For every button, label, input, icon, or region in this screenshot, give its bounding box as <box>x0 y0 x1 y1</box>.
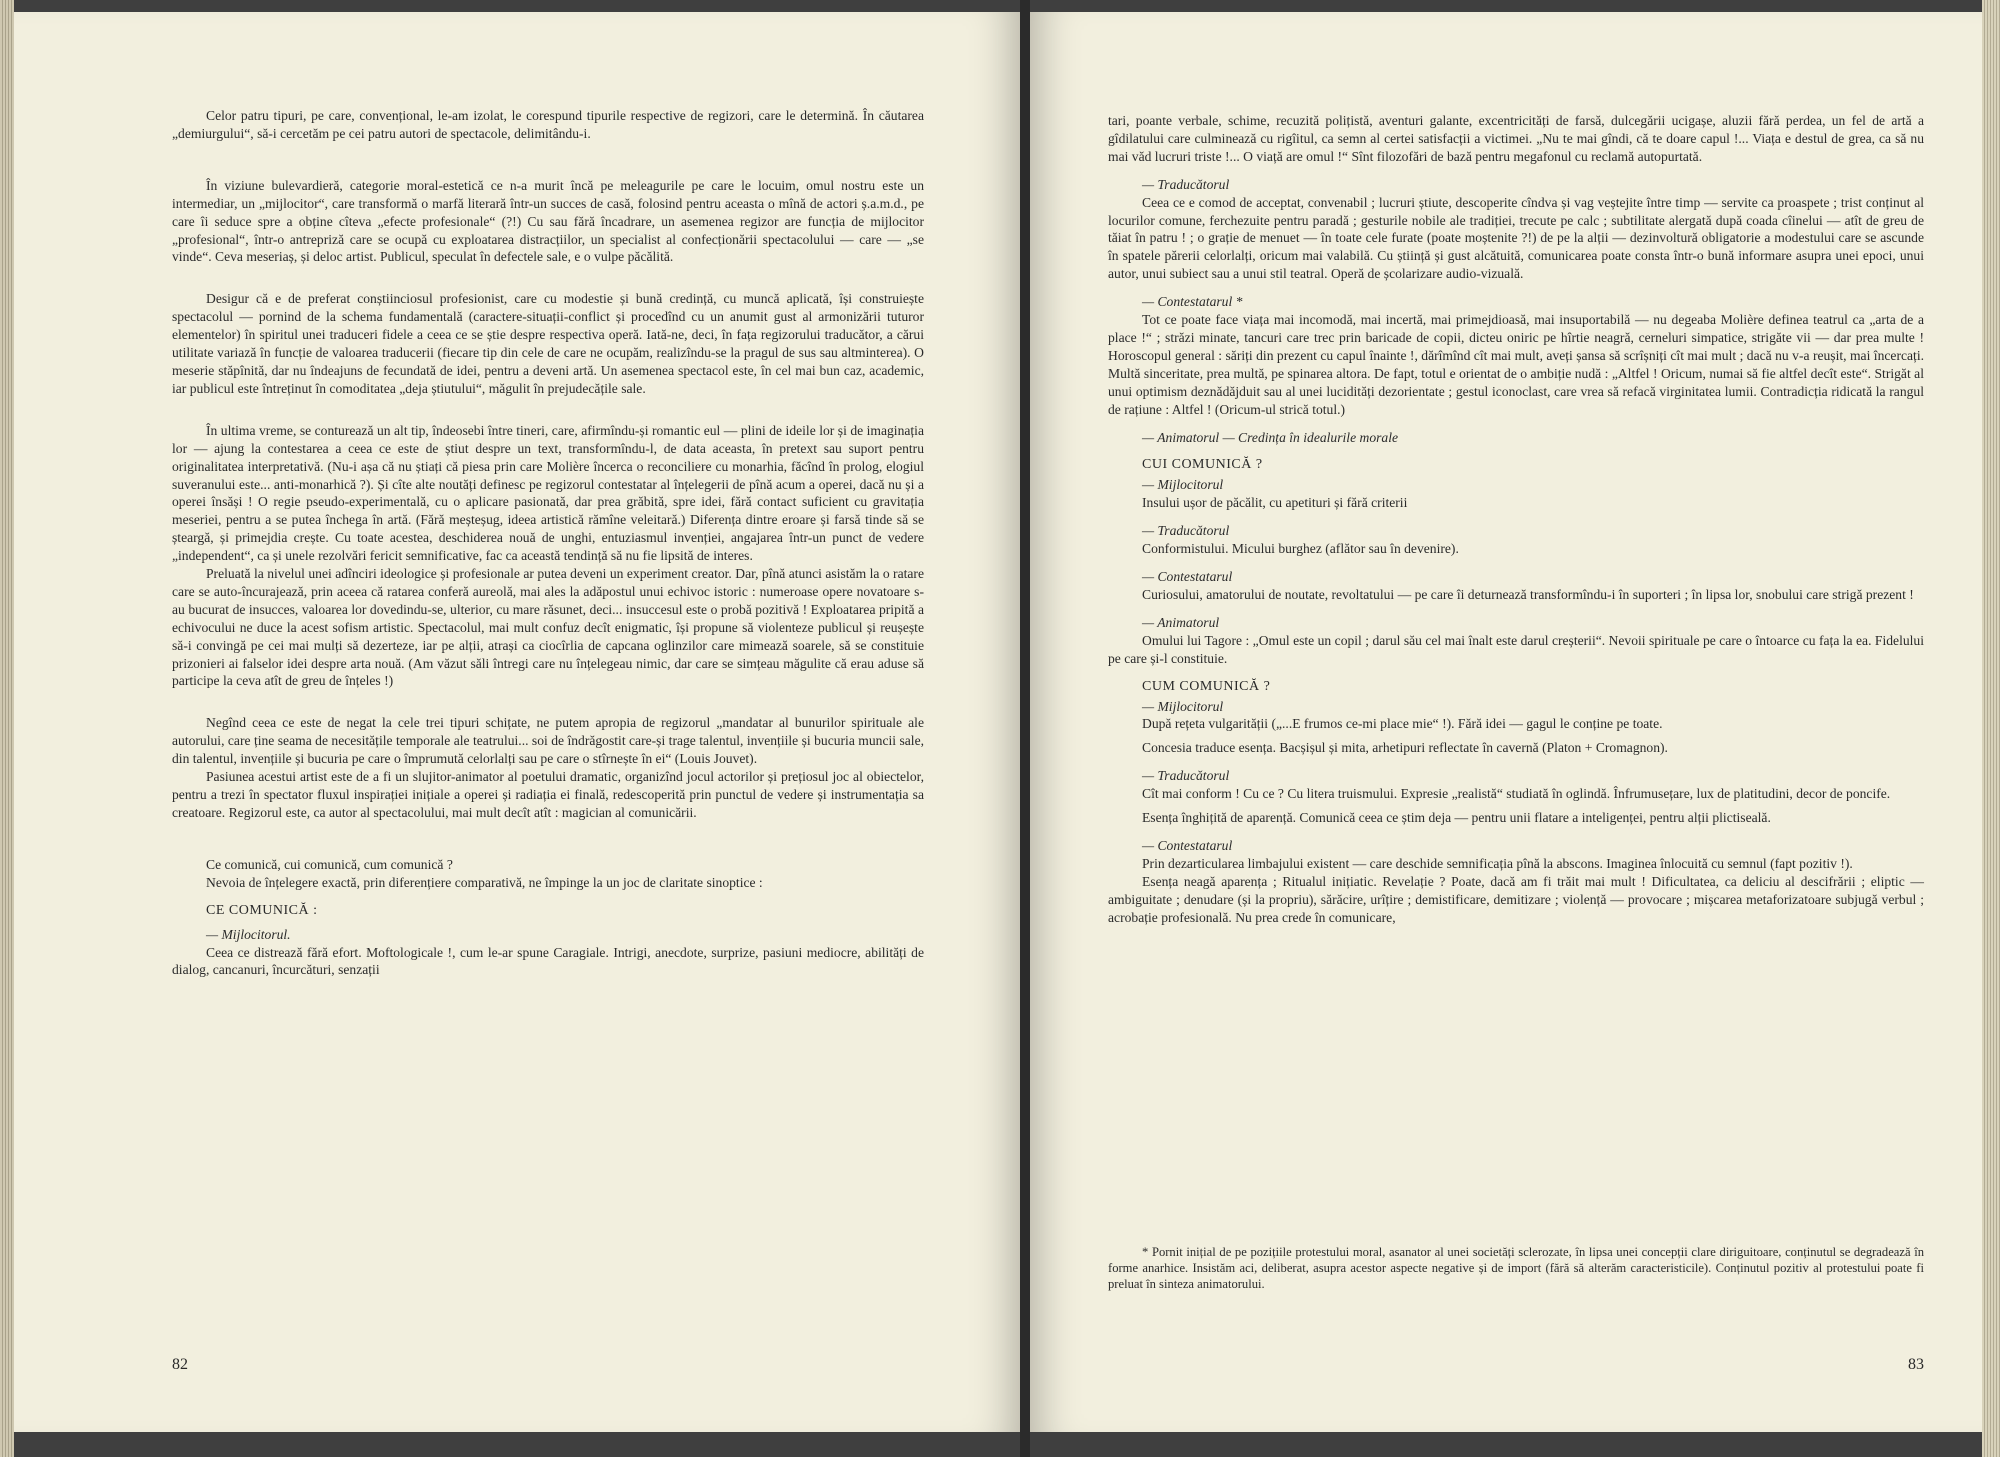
speaker-label: — Traducătorul <box>1142 768 1230 784</box>
section-heading: CUM COMUNICĂ ? <box>1142 678 1271 694</box>
page-stack-left <box>0 0 14 1457</box>
section-heading: CUI COMUNICĂ ? <box>1142 457 1263 473</box>
right-page <box>1030 12 1982 1432</box>
speaker-label: — Contestatarul <box>1142 569 1233 585</box>
speaker-label: — Contestatarul * <box>1142 294 1243 310</box>
speaker-label: — Contestatarul <box>1142 838 1233 853</box>
paragraph: Negînd ceea ce este de negat la cele trei tipuri schițate, ne putem apropia de regizorul „mandatar al bunurilor spirituale ale autorului, care ține seama de necesitățile temporale ale teatrului... soi de îndrăgostit care-și trage talentul, invențiile și bucuria muncii sale, din talentul, invențiile și bucuria pe care o împrumută celorlalți sau pe care o stîrnește în ei“ (Louis Jouvet). <box>172 715 924 767</box>
footnote-text: * Pornit inițial de pe pozițiile protestului moral, asanator al unei societăți sclerozate, în lipsa unei concepții clare diriguitoare, conținutul se degradează în forme anarhice. Insistăm aci, deliberat, asupra acestor aspecte negative și de import (fără să alterăm caracteristicile). Conținutul pozitiv al protestului poate fi preluat în sinteza animatorului. <box>1108 1245 1924 1291</box>
footnote <box>1108 1244 1924 1292</box>
paragraph: Esența înghițită de aparență. Comunică ceea ce știm deja — pentru unii flatare a inteligenței, pentru alții plictiseală. <box>1142 810 1771 826</box>
speaker-label: — Animatorul — Credința în idealurile morale <box>1142 429 1399 445</box>
speaker-label: — Mijlocitorul <box>1142 698 1224 714</box>
paragraph: tari, poante verbale, schime, recuzită polițistă, aventuri galante, excentricități de farsă, dulcegării ucigașe, aluzii fără perdea, un fel de artă a gîdilatului care culminează cu rigîitul, ca semn al certei satisfacții a victimei. „Nu te mai gîndi, că te doare capul !... Viața e destul de grea, ca să nu mai văd lucruri triste !... O viață are omul !“ Sînt filozofări de bază pentru megafonul cu reclamă autopurtată. <box>1108 113 1924 164</box>
paragraph: Concesia traduce esența. Bacșișul și mita, arhetipuri reflectate în cavernă (Platon + Cromagnon). <box>1142 740 1668 756</box>
paragraph: Ce comunică, cui comunică, cum comunică ? <box>206 856 453 872</box>
speaker-label: — Animatorul <box>1142 614 1220 630</box>
paragraph: Celor patru tipuri, pe care, convențional, le-am izolat, le corespund tipurile respective de regizori, care le determină. În căutarea „demiurgului“, să-i cercetăm pe cei patru autori de spectacole, delimitându-i. <box>172 108 924 141</box>
paragraph: Preluată la nivelul unei adînciri ideologice și profesionale ar putea deveni un experiment creator. Dar, pînă atunci asistăm la o ratare care se auto-încurajează, prin aceea că ratarea conferă aureolă, mai ales la adăpostul unui echivoc istoric : numeroase opere novatoare s-au bucurat de insucces, valoarea lor dovedindu-se, ulterior, cu mare răsunet, deci... insuccesul este o probă pozitivă ! Exploatarea pripită a echivocului ne duce la acest sofism artistic. Spectacolul, mai mult confuz decît enigmatic, își propune să violenteze publicul și reușește să-i convingă pe cei mai mulți să dezerteze, iar pe alții, atrași ca ciocîrlia de capcana oglinzilor care mimează soarele, să se constituie prizonieri ai falselor idei despre arta nouă. (Am văzut săli întregi care nu înțelegeau nimic, dar care se simțeau măgulite că erau aduse să participe la ceva atît de greu de înțeles !) <box>172 566 924 689</box>
paragraph: Nevoia de înțelegere exactă, prin diferențiere comparativă, ne împinge la un joc de claritate sinoptice : <box>206 874 763 890</box>
paragraph: În ultima vreme, se conturează un alt tip, îndeosebi între tineri, care, afirmîndu-și romantic eul — plini de ideile lor și de imaginația lor — ajung la contestarea a ceea ce este de știut despre un text, transformîndu-l, de data aceasta, în pretext sau suport pentru originalitatea interpretativă. (Nu-i așa că nu știați că piesa prin care Molière încerca o reconciliere cu monarhia, făcînd în prolog, elogiul suveranului este... anti-monarhică ?). Și cîte alte noutăți definesc pe regizorul contestatar al înțelegerii de pînă acum a operei, dacă nu și a operei însăși ! O regie pseudo-experimentală, cu o aplicare pasionată, dar prea grăbită, spre idei, fără contact suficient cu gravitația meseriei, pentru a se putea închega în artă. (Fără meșteșug, ideea artistică rămîne veleitară.) Diferența dintre eroare și farsă tinde să se șteargă, și primejdia crește. Cu toate acestea, deschiderea nouă de unghi, entuziasmul invenției, angajarea într-un punct de vedere „independent“, ca și unele rezolvări fericit semnificative, fac ca această tendință să nu fie lipsită de interes. <box>172 422 924 564</box>
page-stack-right <box>1982 0 2000 1457</box>
paragraph: Cît mai conform ! Cu ce ? Cu litera truismului. Expresie „realistă“ studiată în oglindă. Înfrumusețare, lux de platitudini, decor de poncife. <box>1142 786 1891 802</box>
paragraph: Tot ce poate face viața mai incomodă, mai incertă, mai primejdioasă, mai insuportabilă — nu degeaba Molière definea teatrul ca „arta de a place !“ ; străzi minate, tancuri care trec prin baricade de copii, dicteu oniric pe hîrtie neagră, cerneluri simpatice, strigăte vii — dar prea multe ! Horoscopul general : săriți din prezent cu capul înainte !, dărîmînd cît mai mult, aveți șansa să scrîșniți cît mai mult ; dacă nu v-a reușit, mai încercați. Multă sinceritate, prea multă, pe spinarea altora. De fapt, totul e orientat de o ambiție nudă : „Altfel ! Oricum, numai să fie altfel decît este“. Strigăt al unui optimism deznădăjduit sau al unei lucidități dezorientate ; gestul iconoclast, care vrea să refacă virginitatea lumii. Contradicția ridicată la rangul de rațiune : Altfel ! (Oricum-ul strică totul.) <box>1108 312 1924 417</box>
speaker-label: — Mijlocitorul <box>1142 477 1224 493</box>
paragraph: Conformistului. Micului burghez (aflător sau în devenire). <box>1142 541 1459 557</box>
paragraph: Pasiunea acestui artist este de a fi un slujitor-animator al poetului dramatic, organizînd jocul actorilor și prețiosul joc al obiectelor, pentru a trezi în spectator fluxul inspirației inițiale a operei și radiația ei finală, redescoperită prin punctul de vedere și instrumentația sa creatoare. Regizorul este, ca autor al spectacolului, mai mult decît atît : magician al comunicării. <box>172 769 924 820</box>
paragraph: Curiosului, amatorului de noutate, revoltatului — pe care îi deturnează transformîndu-i în suporteri ; în lipsa lor, snobului care strigă prezent ! <box>1142 586 1914 602</box>
paragraph: Ceea ce e comod de acceptat, convenabil ; lucruri știute, descoperite cîndva și vag veștejite între timp — servite ca proaspete ; trist conținut al locurilor comune, ferchezuite pentru paradă ; gesturile nobile ale tradiției, trecute pe calc ; subtilitate alergată după coada cîinelui — atît de greu de tăiat în patru ! ; o grație de menuet — în toate cele furate (poate moștenite ?!) de pe la alții — dezinvoltură obligatorie a modestului care se ascunde în spatele părerii celorlalți, oricum mai valabilă. Cu știință și gust alcătuită, comunicarea poate consta într-o bună informare asupra unei epoci, unui autor, unui subiect sau a unui stil teatral. Operă de școlarizare audio-vizuală. <box>1108 194 1924 282</box>
page-number: 83 <box>1908 1356 1924 1373</box>
paragraph: Omului lui Tagore : „Omul este un copil ; darul său cel mai înalt este darul creșterii“. Nevoii spirituale pe care o întoarce cu fața la ea. Fidelului pe care și-l constituie. <box>1108 632 1924 666</box>
paragraph: În viziune bulevardieră, categorie moral-estetică ce n-a murit încă pe meleagurile pe care le locuim, omul nostru este un intermediar, un „mijlocitor“, care transformă o marfă literară într-un succes de casă, folosind pentru aceasta o mînă de actori ș.a.m.d., pe care îi seduce spre a obține cîteva „efecte profesionale“ (?!) Cu sau fără încadrare, un asemenea regizor are funcția de mijlocitor „profesional“, într-o antrepriză care se ocupă cu exploatarea distracțiilor, un specialist al confecționării spectacolului — care — „se vinde“. Ceva meseriaș, și deloc artist. Publicul, speculat în defectele sale, e o vulpe păcălită. <box>172 177 924 265</box>
speaker-label: — Traducătorul <box>1142 523 1230 539</box>
paragraph: Desigur că e de preferat conștiinciosul profesionist, care cu modestie și bună credință, cu muncă aplicată, își construiește spectacolul — pornind de la schema fundamentală (caractere-situații-conflict și procedînd cu un anumit gust al armonizării tuturor elementelor) în spiritul unei traduceri fidele a ceea ce se știe despre respectiva operă. Iată-ne, deci, în fața regizorului traducător, a cărui utilitate variază în funcție de valoarea traducerii (fiecare tip din cele de care ne ocupăm, realizîndu-se la pragul de sus sau altminterea). O meserie stăpînită, dar nu îndeajuns de fecundată de idei, pentru a deveni artă. Un asemenea spectacol este, în cel mai bun caz, academic, iar publicul este întreținut în comoditatea „deja știutului“, măgulit în prejudecățile sale. <box>172 291 924 396</box>
speaker-label: — Traducătorul <box>1142 176 1230 192</box>
paragraph: După rețeta vulgarității („...E frumos ce-mi place mie“ !). Fără idei — gagul le conține pe toate. <box>1142 716 1663 732</box>
speaker-label: — Mijlocitorul. <box>206 926 291 942</box>
paragraph: Ceea ce distrează fără efort. Moftologicale !, cum le-ar spune Caragiale. Intrigi, anecdote, surprize, pasiuni mediocre, abilități de dialog, cancanuri, încurcături, senzații <box>172 944 924 978</box>
left-page <box>14 12 1020 1432</box>
gutter <box>1020 0 1030 1457</box>
section-heading: CE COMUNICĂ : <box>206 902 318 918</box>
paragraph: Insului ușor de păcălit, cu apetituri și fără criterii <box>1142 495 1408 511</box>
paragraph: Prin dezarticularea limbajului existent — care deschide semnificația pînă la abscons. Imaginea înlocuită cu semnul (fapt pozitiv !). <box>1142 855 1853 871</box>
page-number: 82 <box>172 1356 188 1373</box>
paragraph: Esența neagă aparența ; Ritualul inițiatic. Revelație ? Poate, dacă am fi trăit mai mult ! Dificultatea, ca deliciu al descifrării ; eliptic — ambiguitate ; denudare (și la propriu), sărăcire, urîțire ; demistificare, demitizare ; violență — provocare ; mișcarea metaforizatoare subjugă verbul ; acrobație profesională. Nu prea crede în comunicare, <box>1108 873 1924 925</box>
